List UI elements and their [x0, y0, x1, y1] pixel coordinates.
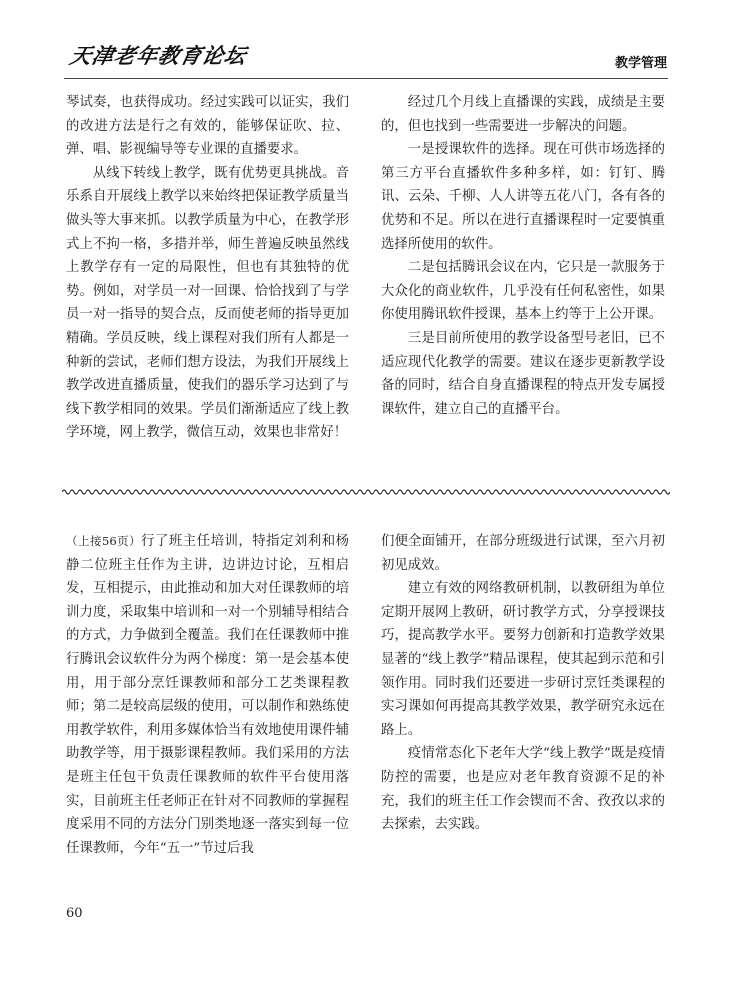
article-top-right-column — [381, 91, 665, 421]
paragraph: 经过几个月线上直播课的实践，成绩是主要的，但也找到一些需要进一步解决的问题。 — [381, 95, 665, 134]
header-divider — [64, 78, 668, 79]
wave-divider — [62, 487, 670, 497]
paragraph: 琴试奏，也获得成功。经过实践可以证实，我们的改进方法是行之有效的，能够保证吹、拉、弹、唱、影视编导等专业课的直播要求。 — [66, 95, 349, 158]
paragraph: 建立有效的网络教研机制，以教研组为单位定期开展网上教研，研讨教学方式，分享授课技巧，提高教学水平。要努力创新和打造教学效果显著的“线上教学”精品课程，使其起到示范和引领作用。同时我们还要进一步研讨烹饪类课程的实习课如何再提高其教学效果，教学研究永远在路上。 — [381, 581, 665, 738]
page-number: 60 — [66, 906, 83, 921]
paragraph: 从线下转线上教学，既有优势更具挑战。音乐系自开展线上教学以来始终把保证教学质量当做头等大事来抓。以教学质量为中心，在教学形式上不拘一格，多措并举，师生普遍反映虽然线上教学存有一定的局限性，但也有其独特的优势。例如，对学员一对一回课、恰恰找到了与学员一对一指导的契合点，反而使老师的指导更加精确。学员反映，线上课程对我们所有人都是一种新的尝试，老师们想方设法，为我们开展线上教学改进直播质量，使我们的器乐学习达到了与线下教学相同的效果。学员们渐渐适应了线上教学环境，网上教学，微信互动，效果也非常好！ — [66, 165, 349, 441]
paragraph: 疫情常态化下老年大学“线上教学”既是疫情防控的需要，也是应对老年教育资源不足的补充，我们的班主任工作会锲而不舍、孜孜以求的去探索，去实践。 — [381, 746, 665, 833]
continued-reference: （上接56页） — [66, 534, 142, 548]
paragraph: 二是包括腾讯会议在内，它只是一款服务于大众化的商业软件，几乎没有任何私密性，如果你使用腾讯软件授课，基本上约等于上公开课。 — [381, 260, 665, 323]
paragraph: 三是目前所使用的教学设备型号老旧，已不适应现代化教学的需要。建议在逐步更新教学设备的同时，结合自身直播课程的特点开发专属授课软件，建立自己的直播平台。 — [381, 330, 665, 417]
journal-logo: 天津老年教育论坛 — [67, 43, 250, 68]
paragraph-text: 行了班主任培训，特指定刘利和杨静二位班主任作为主讲，边讲边讨论，互相启发，互相提示，由此推动和加大对任课教师的培训力度，采取集中培训和一对一个别辅导相结合的方式，力争做到全覆盖。我们在任课教师中推行腾讯会议软件分为两个梯度：第一是会基本使用，用于部分烹饪课教师和部分工艺类课程教师；第二是较高层级的使用，可以制作和熟练使用教学软件，利用多媒体恰当有效地使用课件辅助教学等，用于摄影课程教师。我们采用的方法是班主任包干负责任课教师的软件平台使用落实，目前班主任老师正在针对不同教师的掌握程度采用不同的方法分门别类地逐一落实到每一位任课教师，今年“五一”节过后我 — [66, 534, 349, 856]
paragraph: 一是授课软件的选择。现在可供市场选择的第三方平台直播软件多种多样，如：钉钉、腾讯、云朵、千柳、人人讲等五花八门，各有各的优势和不足。所以在进行直播课程时一定要慎重选择所使用的软件。 — [381, 142, 665, 252]
paragraph — [66, 530, 349, 860]
section-label: 教学管理 — [614, 56, 667, 71]
article-top-left-column — [66, 91, 349, 445]
article-bottom-right-column — [381, 530, 665, 837]
paragraph: 们便全面铺开，在部分班级进行试课，至六月初初见成效。 — [381, 534, 665, 573]
article-bottom-left-column — [66, 530, 349, 860]
